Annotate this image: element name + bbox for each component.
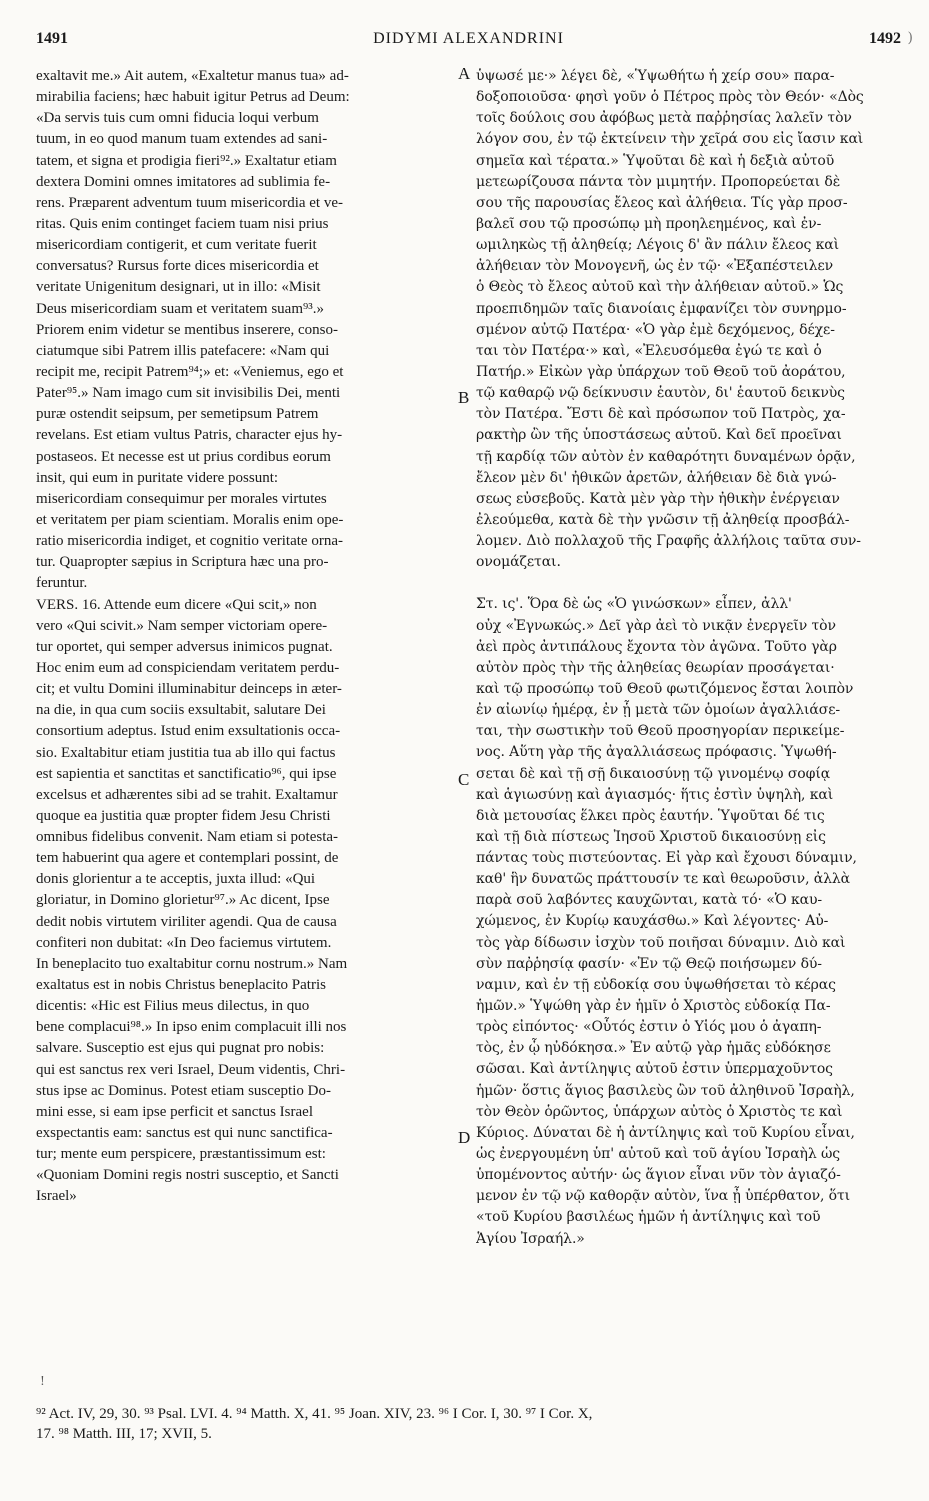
greek-line: αὐτὸν πρὸς τὴν τῆς ἀληθείας θεωρίαν προσάγεται· [476, 659, 835, 676]
latin-column [36, 66, 458, 1208]
latin-line: tem habuerint qua agere et contemplari possint, de [36, 850, 339, 867]
page-number-right: 1492 [869, 30, 901, 47]
greek-line: Στ. ις'. Ὅρα δὲ ὡς «Ὁ γινώσκων» εἶπεν, ἀλλ' [476, 596, 792, 613]
greek-line: ὑπομένοντος αὐτήν· ὡς ἅγιον εἶναι νῦν τὸν ἁγιαζό- [476, 1167, 841, 1184]
greek-line: τὸν Πατέρα. Ἔστι δὲ καὶ πρόσωπον τοῦ Πατρὸς, χα- [476, 406, 846, 423]
latin-line: dedit nobis virtutem viriliter agendi. Qua de causa [36, 913, 337, 930]
greek-line: νος. Αὕτη γὰρ τῆς ἀγαλλιάσεως πρόφασις. Ὑψωθή- [476, 744, 837, 761]
greek-line: δοξοποιοῦσα· φησὶ γοῦν ὁ Πέτρος πρὸς τὸν Θεόν· «Δὸς [476, 89, 864, 106]
greek-line: ναμιν, καὶ ἐν τῇ εὐδοκίᾳ σου ὑψωθήσεται τὸ κέρας [476, 976, 836, 993]
latin-line: et veritatem per piam scientiam. Moralis enim ope- [36, 511, 344, 528]
latin-line: insit, qui eum in puritate videre possunt: [36, 469, 279, 486]
greek-line: ἐν αἰωνίῳ ἡμέρᾳ, ἐν ᾗ μετὰ τῶν ὁμοίων ἀγαλλιάσε- [476, 702, 840, 719]
section-marker-a: A [458, 64, 471, 83]
latin-line: sio. Exaltabitur etiam justitia tua ab illo qui factus [36, 744, 336, 761]
greek-line: ωμιληκὼς τῇ ἀληθείᾳ; Λέγοις δ' ἂν πάλιν ἔλεος καὶ [476, 237, 840, 254]
latin-line: Pater⁹⁵.» Nam imago cum sit invisibilis Dei, menti [36, 385, 341, 402]
latin-line: «Da servis tuis cum omni fiducia loqui verbum [36, 110, 319, 127]
greek-line: ται τὸν Πατέρα·» καὶ, «Ἐλευσόμεθα ἐγώ τε καὶ ὁ [476, 342, 822, 359]
paragraph-gap [476, 573, 908, 594]
latin-line: feruntur. [36, 575, 88, 592]
latin-line: tuum, in eo quod manum tuam extendes ad sani- [36, 131, 328, 148]
latin-line: In beneplacito tuo exaltabitur cornu nostrum.» Nam [36, 955, 348, 972]
greek-line: ἀλήθειαν τὸν Μονογενῆ, ὡς ἐν τῷ· «Ἐξαπέστειλεν [476, 258, 834, 275]
page-header [36, 30, 901, 54]
latin-line: exspectantis eam: sanctus est qui nunc sanctifica- [36, 1125, 333, 1142]
latin-line: revelans. Est etiam vultus Patris, character ejus hy- [36, 427, 343, 444]
latin-line: postaseos. Et necesse est ut prius cordibus eorum [36, 448, 331, 465]
greek-line: σεως εὐσεβοῦς. Κατὰ μὲν γὰρ τὴν ἠθικὴν ἐνέργειαν [476, 490, 840, 507]
latin-line: Deus misericordiam suam et veritatem suam⁹³.» [36, 300, 324, 317]
greek-line: χώμενος, ἐν Κυρίῳ καυχάσθω.» Καὶ λέγοντες· Αὐ- [476, 913, 829, 930]
greek-line: τῇ καρδίᾳ τῶν αὐτὸν ἐν καθαρότητι δυναμένων ὁρᾷν, [476, 448, 856, 465]
greek-line: ρακτὴρ ὢν τῆς ὑποστάσεως αὐτοῦ. Καὶ δεῖ προεῖναι [476, 427, 842, 444]
section-marker-d: D [458, 1128, 471, 1147]
latin-line: salvare. Susceptio est ejus qui pugnat pro nobis: [36, 1040, 325, 1057]
latin-line: bene complacui⁹⁸.» In ipso enim complacuit illi nos [36, 1019, 347, 1036]
greek-line: τὸν Θεὸν ὁρῶντος, ὑπάρχων αὐτὸς ὁ Χριστὸς τε καὶ [476, 1103, 843, 1120]
greek-line: λομεν. Διὸ πολλαχοῦ τῆς Γραφῆς ἀλλήλοις ταῦτα συν- [476, 533, 861, 550]
greek-line: «τοῦ Κυρίου βασιλέως ἡμῶν ἡ ἀντίληψις καὶ τοῦ [476, 1209, 821, 1226]
greek-line: ὡς ἐνεργουμένη ὑπ' αὐτοῦ καὶ τοῦ ἁγίου Ἰσραὴλ ὡς [476, 1146, 841, 1163]
greek-line: ονομάζεται. [476, 554, 561, 571]
greek-line: πάντας τοὺς πιστεύοντας. Εἰ γὰρ καὶ ἔχουσι δύναμιν, [476, 850, 857, 867]
latin-line: misericordiam consequimur per morales virtutes [36, 490, 327, 507]
latin-line: ritas. Quis enim continget faciem tuam nisi prius [36, 215, 329, 232]
latin-line: Israel» [36, 1188, 77, 1205]
greek-line: ἡμῶν.» Ὑψώθη γὰρ ἐν ἡμῖν ὁ Χριστὸς εὐδοκίᾳ Πα- [476, 998, 831, 1015]
latin-line: tur; mente eum perspicere, præstantissimum est: [36, 1146, 326, 1163]
latin-line: exaltavit me.» Ait autem, «Exaltetur manus tua» ad- [36, 68, 349, 84]
latin-line: omnibus fidelibus convenit. Nam etiam si potesta- [36, 829, 339, 846]
greek-line: Κύριος. Δύναται δὲ ἡ ἀντίληψις καὶ τοῦ Κυρίου εἶναι, [476, 1124, 855, 1141]
latin-line: quoque ea justitia quæ propter fidem Jesu Christi [36, 807, 331, 824]
greek-line: ἀεὶ πρὸς ἀντιπάλους ἔχοντα τὸν ἀγῶνα. Τοῦτο γὰρ [476, 638, 837, 655]
latin-line: confiteri non dubitat: «In Deo faciemus virtutem. [36, 934, 332, 951]
latin-line: puræ ostendit seipsum, per semetipsum Patrem [36, 406, 319, 423]
latin-line: na die, in qua cum sociis exsultabit, salutare Dei [36, 702, 326, 719]
greek-line: τὸς γὰρ δίδωσιν ἰσχὺν τοῦ ποιῆσαι δύναμιν. Διὸ καὶ [476, 934, 846, 951]
greek-line: ται, τὴν σωστικὴν τοῦ Θεοῦ προσηγορίαν περικείμε- [476, 723, 845, 740]
latin-line: mini esse, si eam ipse perficit et sanctus Israel [36, 1103, 313, 1120]
latin-line: consortium adeptus. Istud enim exsultationis occa- [36, 723, 341, 740]
page-number-left: 1491 [36, 30, 68, 47]
greek-line: βαλεῖ σου τῷ προσώπῳ μὴ προηλεημένος, καὶ ἐν- [476, 215, 822, 232]
latin-line: dicentis: «Hic est Filius meus dilectus, in quo [36, 998, 310, 1015]
latin-line: tur oportet, qui semper adversus inimicos pugnat. [36, 638, 333, 655]
greek-line: σμένον αὐτῷ Πατέρα· «Ὁ γὰρ ἐμὲ δεχόμενος, δέχε- [476, 321, 835, 338]
section-marker-c: C [458, 770, 470, 789]
latin-line: est sapientia et sanctitas et sanctificatio⁹⁶, qui ipse [36, 765, 337, 782]
greek-line: ὑψωσέ με·» λέγει δὲ, «Ὑψωθήτω ἡ χείρ σου» παρα- [476, 68, 835, 84]
latin-line: recipit me, recipit Patrem⁹⁴;» et: «Veniemus, ego et [36, 363, 344, 380]
latin-line: misericordiam contigerit, et cum veritate fuerit [36, 237, 317, 254]
latin-line: gloriatur, in Domino glorietur⁹⁷.» Ac dicent, Ipse [36, 892, 330, 909]
greek-line: σῶσαι. Καὶ ἀντίληψις αὐτοῦ ἐστιν ὑπερμαχοῦντος [476, 1061, 833, 1078]
footnotes [36, 1404, 901, 1444]
greek-line: τῷ καθαρῷ νῷ δείκνυσιν ἑαυτὸν, δι' ἑαυτοῦ δεικνὺς [476, 385, 845, 402]
greek-line: ἡμῶν· ὅστις ἅγιος βασιλεὺς ὢν τοῦ ἀληθινοῦ Ἰσραὴλ, [476, 1082, 855, 1099]
latin-line: dextera Domini omnes imitatores ad sublimia fe- [36, 173, 331, 190]
latin-line: excelsus et adhærentes sibi ad se trahit. Exaltamur [36, 786, 338, 803]
margin-mark: ! [40, 1374, 45, 1388]
latin-line: rens. Præparent adventum tuum misericordia et ve- [36, 194, 343, 211]
latin-line: «Quoniam Domini regis nostri susceptio, et Sancti [36, 1167, 339, 1184]
latin-line: conversatus? Rursus forte dices misericordia et [36, 258, 319, 275]
running-title: DIDYMI ALEXANDRINI [373, 30, 564, 47]
greek-line: καὶ ἁγιωσύνῃ καὶ ἁγιασμός· ἥτις ἐστὶν ὑψηλὴ, καὶ [476, 786, 834, 803]
greek-line: μενον ἐν τῷ νῷ καθορᾷν αὐτὸν, ἵνα ᾖ ὑπέρθατον, ὅτι [476, 1188, 851, 1205]
latin-line: exaltatus est in nobis Christus beneplacito Patris [36, 977, 326, 994]
greek-line: λόγον σου, ἐν τῷ ἐκτείνειν τὴν χεῖρά σου εἰς ἴασιν καὶ [476, 131, 864, 148]
latin-line: tur. Quapropter sæpius in Scriptura hæc una pro- [36, 554, 329, 571]
greek-line: τρὸς εἰπόντος· «Οὗτός ἐστιν ὁ Υἱός μου ὁ ἀγαπη- [476, 1019, 822, 1036]
latin-line: stus ipse ac Dominus. Potest etiam susceptio Do- [36, 1082, 331, 1099]
greek-line: σὺν παῤῥησίᾳ φασίν· «Ἐν τῷ Θεῷ ποιήσωμεν δύ- [476, 955, 822, 972]
latin-line: vero «Qui scivit.» Nam semper victoriam opere- [36, 617, 328, 634]
greek-line: τὸς, ἐν ᾧ ηὐδόκησα.» Ἐν αὐτῷ γὰρ ἡμᾶς εὐδόκησε [476, 1040, 831, 1057]
greek-line: ἔλεον μὲν δι' ἠθικῶν ἀρετῶν, ἀλήθειαν δὲ διὰ γνώ- [476, 469, 837, 486]
latin-line: VERS. 16. Attende eum dicere «Qui scit,» non [36, 596, 317, 613]
greek-column [476, 66, 908, 1250]
greek-line: σου τῆς παρουσίας ἔλεος καὶ ἀλήθεια. Τίς γὰρ προσ- [476, 194, 848, 211]
greek-line: τοῖς δούλοις σου ἀφόβως μετὰ παῤῥησίας λαλεῖν τὸν [476, 110, 852, 127]
latin-line: ratio misericordia indiget, et cognitio veritate orna- [36, 533, 343, 550]
footnote-line: ⁹² Act. IV, 29, 30. ⁹³ Psal. LVI. 4. ⁹⁴ Matth. X, 41. ⁹⁵ Joan. XIV, 23. ⁹⁶ I Cor. I, 30. ⁹⁷ I Cor. X, [36, 1406, 593, 1422]
footnote-line: 17. ⁹⁸ Matth. III, 17; XVII, 5. [36, 1426, 212, 1442]
greek-line: καὶ τῇ διὰ πίστεως Ἰησοῦ Χριστοῦ δικαιοσύνῃ εἰς [476, 828, 826, 845]
latin-line: tatem, et signa et prodigia fieri⁹².» Exaltatur etiam [36, 152, 337, 169]
latin-line: donis glorientur a te acceptis, juxta illud: «Qui [36, 871, 316, 888]
greek-line: σεται δὲ καὶ τῇ σῇ δικαιοσύνῃ τῷ γινομένῳ σοφίᾳ [476, 765, 831, 782]
greek-line: Ἁγίου Ἰσραήλ.» [476, 1230, 585, 1247]
greek-line: παρὰ σοῦ λαβόντες καυχῶνται, κατὰ τό· «Ὁ καυ- [476, 892, 823, 909]
latin-line: Hoc enim eum ad conspiciendam veritatem perdu- [36, 659, 340, 676]
greek-line: καὶ τῷ προσώπῳ τοῦ Θεοῦ φωτιζόμενος ἔσται λοιπὸν [476, 680, 854, 697]
latin-line: cit; et vultu Domini illuminabitur deinceps in æter- [36, 681, 342, 698]
greek-line: προεπιδημῶν ταῖς διανοίαις ἐμφανίζει τὸν συνηρμο- [476, 300, 847, 317]
latin-line: veritate Unigenitum designari, ut in illo: «Misit [36, 279, 321, 296]
latin-line: Priorem enim videtur se mentibus inserere, conso- [36, 321, 339, 338]
greek-line: σημεῖα καὶ τέρατα.» Ὑψοῦται δὲ καὶ ἡ δεξιὰ αὐτοῦ [476, 152, 835, 169]
greek-line: Πατήρ.» Εἰκὼν γὰρ ὑπάρχων τοῦ Θεοῦ τοῦ ἀοράτου, [476, 363, 846, 380]
latin-line: qui est sanctus rex veri Israel, Deum videntis, Chri- [36, 1061, 346, 1078]
latin-line: ciatumque sibi Patrem illis patefacere: «Nam qui [36, 342, 330, 359]
latin-line: mirabilia faciens; hæc habuit igitur Petrus ad Deum: [36, 89, 350, 106]
section-marker-b: B [458, 388, 470, 407]
greek-line: διὰ μετουσίας ἕλκει πρὸς ἑαυτήν. Ὑψοῦται δέ τις [476, 807, 825, 824]
greek-line: οὐχ «Ἐγνωκώς.» Δεῖ γὰρ ἀεὶ τὸ νικᾷν ἐνεργεῖν τὸν [476, 617, 836, 634]
greek-line: ἐλεούμεθα, κατὰ δὲ τὴν γνῶσιν τῇ ἀληθείᾳ προσβάλ- [476, 511, 850, 528]
greek-line: ὁ Θεὸς τὸ ἔλεος αὐτοῦ καὶ τὴν ἀλήθειαν αὐτοῦ.» Ὡς [476, 279, 844, 296]
corner-mark: ) [907, 30, 913, 46]
greek-line: μετεωρίζουσα πάντα τὸν μιμητήν. Προπορεύεται δὲ [476, 173, 841, 190]
greek-line: καθ' ἣν δυνατῶς πράττουσίν τε καὶ θεωροῦσιν, ἀλλὰ [476, 871, 851, 888]
